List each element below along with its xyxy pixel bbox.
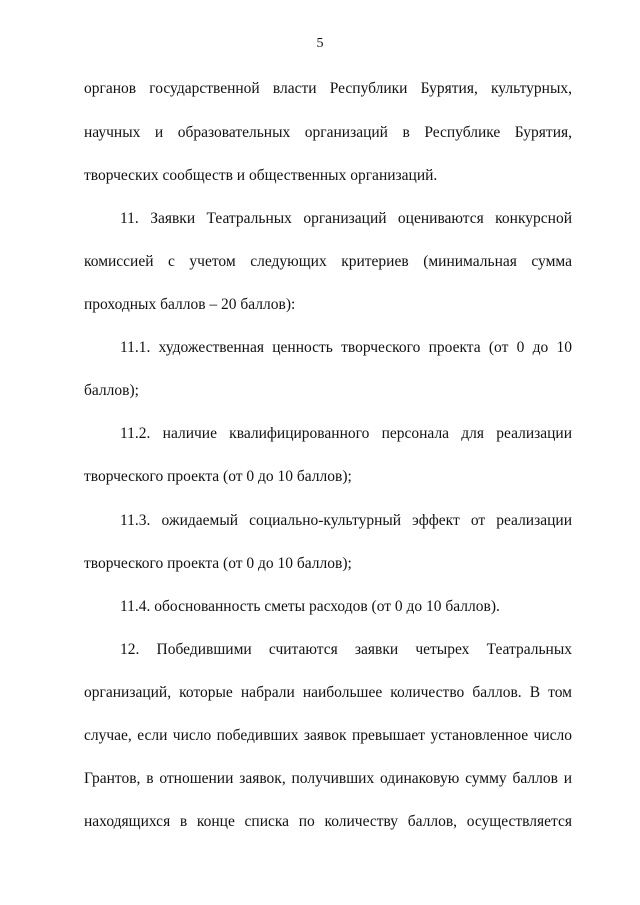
text-line: 11.2. наличие квалифицированного персонала для реализации [120,425,572,442]
text-line: 11.3. ожидаемый социально-культурный эффект от реализации [120,512,572,529]
text-line: комиссией с учетом следующих критериев (минимальная сумма [84,253,572,270]
text-line: 11.4. обоснованность сметы расходов (от 0 до 10 баллов). [120,598,500,615]
text-line: 12. Победившими считаются заявки четырех Театральных [120,641,572,658]
text-line: творческого проекта (от 0 до 10 баллов); [84,468,352,485]
text-line: Грантов, в отношении заявок, получивших одинаковую сумму баллов и [84,770,572,787]
page-number: 5 [316,36,324,51]
text-line: творческих сообществ и общественных организаций. [84,167,438,184]
text-line: проходных баллов – 20 баллов): [84,296,296,313]
text-line: органов государственной власти Республики Бурятия, культурных, [84,80,572,97]
text-line: 11.1. художественная ценность творческого проекта (от 0 до 10 [120,339,572,356]
text-line: 11. Заявки Театральных организаций оцениваются конкурсной [120,210,572,227]
text-line: организаций, которые набрали наибольшее количество баллов. В том [84,684,572,701]
text-line: случае, если число победивших заявок превышает установленное число [84,727,572,744]
text-line: баллов); [84,382,139,399]
text-line: научных и образовательных организаций в Республике Бурятия, [84,124,572,141]
text-line: творческого проекта (от 0 до 10 баллов); [84,555,352,572]
text-line: находящихся в конце списка по количеству баллов, осуществляется [84,813,572,830]
